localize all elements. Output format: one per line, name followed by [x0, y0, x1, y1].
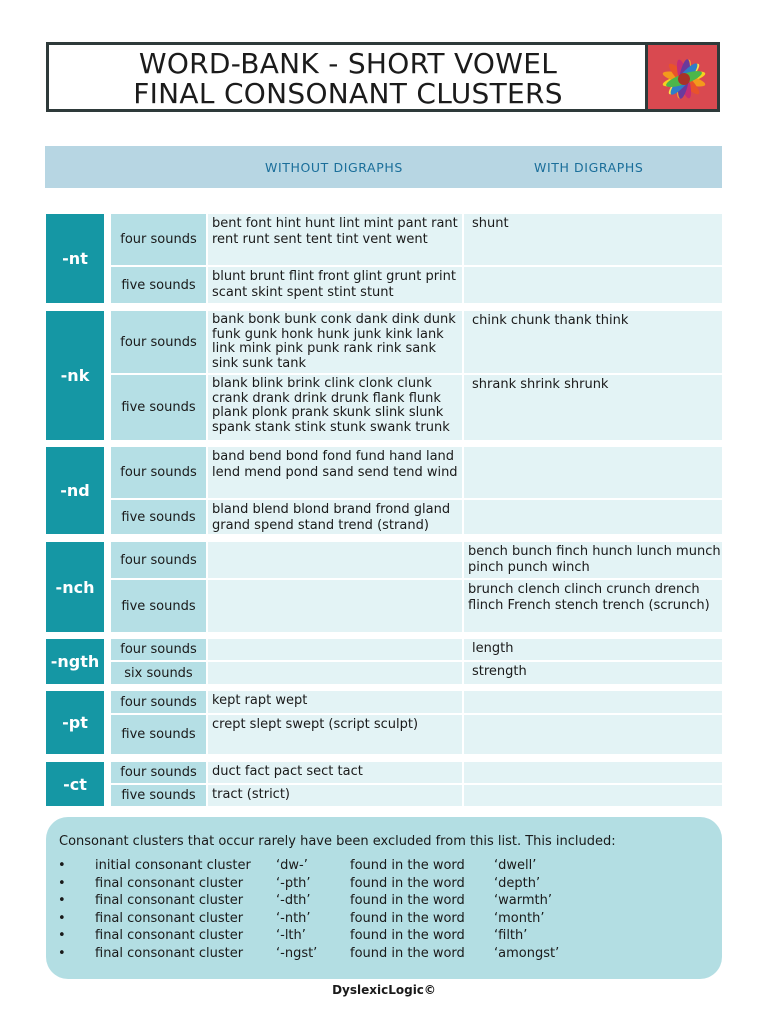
- cluster-group-nk: [46, 311, 722, 440]
- list-item: [46, 911, 722, 928]
- words-without-digraphs: kept rapt wept: [208, 691, 462, 713]
- sound-count: five sounds: [111, 715, 206, 754]
- note-intro: Consonant clusters that occur rarely have been excluded from this list. This included:: [59, 834, 616, 849]
- found-phrase: found in the word: [350, 928, 465, 943]
- words-with-digraphs: strength: [464, 662, 722, 684]
- table-row: [111, 691, 722, 713]
- table-row: [111, 500, 722, 534]
- title-box: [46, 42, 720, 112]
- words-with-digraphs: [464, 447, 722, 498]
- words-with-digraphs: [464, 500, 722, 534]
- words-with-digraphs: [464, 715, 722, 754]
- title-line-1: WORD-BANK - SHORT VOWEL: [138, 47, 558, 80]
- column-header: [45, 146, 722, 188]
- table-row: [111, 639, 722, 660]
- title-line-2: FINAL CONSONANT CLUSTERS: [133, 77, 563, 110]
- sound-count: five sounds: [111, 267, 206, 303]
- cluster-name: ‘-nth’: [276, 910, 311, 926]
- table-row: [111, 311, 722, 373]
- words-with-digraphs: [464, 762, 722, 783]
- list-item: [46, 858, 722, 875]
- found-phrase: found in the word: [350, 945, 465, 961]
- cluster-type: final consonant cluster: [95, 928, 244, 943]
- sound-count: four sounds: [111, 214, 206, 265]
- found-phrase: found in the word: [350, 910, 465, 926]
- sound-count: five sounds: [111, 785, 206, 806]
- table-row: [111, 375, 722, 440]
- words-with-digraphs: brunch clench clinch crunch drench flinch French stench trench (scrunch): [464, 580, 722, 632]
- words-with-digraphs: length: [464, 639, 722, 660]
- words-without-digraphs: blunt brunt flint front glint grunt print scant skint spent stint stunt: [208, 267, 462, 303]
- table-row: [111, 580, 722, 632]
- cluster-group-nd: [46, 447, 722, 534]
- sound-count: five sounds: [111, 580, 206, 632]
- sound-count: five sounds: [111, 375, 206, 440]
- cluster-group-nt: [46, 214, 722, 303]
- table-row: [111, 662, 722, 684]
- cluster-type: initial consonant cluster: [95, 858, 251, 873]
- header-with-digraphs: WITH DIGRAPHS: [534, 160, 644, 175]
- cluster-type: final consonant cluster: [95, 893, 244, 908]
- words-without-digraphs: [208, 580, 462, 632]
- words-with-digraphs: [464, 267, 722, 303]
- sound-count: four sounds: [111, 762, 206, 783]
- words-with-digraphs: bench bunch finch hunch lunch munch pinch punch winch: [464, 542, 722, 578]
- cluster-name: ‘-ngst’: [276, 945, 318, 961]
- sound-count: four sounds: [111, 447, 206, 498]
- found-phrase: found in the word: [350, 875, 465, 891]
- words-without-digraphs: blank blink brink clink clonk clunk crank drank drink drunk flank flunk plank plonk prank skunk slink slunk spank stank stink stunk swank trunk: [208, 375, 462, 440]
- bullet: •: [58, 875, 66, 891]
- excluded-clusters-note: [46, 817, 722, 979]
- cluster-label: -nk: [46, 311, 104, 440]
- example-word: ‘warmth’: [494, 893, 552, 908]
- sound-count: six sounds: [111, 662, 206, 684]
- words-without-digraphs: bank bonk bunk conk dank dink dunk funk gunk honk hunk junk kink lank link mink pink punk rank rink sank sink sunk tank: [208, 311, 462, 373]
- bullet: •: [58, 893, 66, 908]
- table-row: [111, 447, 722, 498]
- cluster-type: final consonant cluster: [95, 945, 244, 961]
- flower-logo: [645, 45, 717, 109]
- found-phrase: found in the word: [350, 893, 465, 908]
- table-row: [111, 785, 722, 806]
- found-phrase: found in the word: [350, 858, 465, 873]
- cluster-group-nch: [46, 542, 722, 632]
- words-without-digraphs: tract (strict): [208, 785, 462, 806]
- words-with-digraphs: shunt: [464, 214, 722, 265]
- sound-count: five sounds: [111, 500, 206, 534]
- words-without-digraphs: crept slept swept (script sculpt): [208, 715, 462, 754]
- example-word: ‘filth’: [494, 928, 528, 943]
- bullet: •: [58, 858, 66, 873]
- list-item: [46, 893, 722, 910]
- example-word: ‘month’: [494, 910, 545, 926]
- list-item: [46, 946, 722, 963]
- page-title: [49, 49, 647, 109]
- example-word: ‘dwell’: [494, 858, 537, 873]
- cluster-group-ct: [46, 762, 722, 806]
- cluster-label: -pt: [46, 691, 104, 754]
- flower-icon: [648, 45, 717, 109]
- cluster-label: -nt: [46, 214, 104, 303]
- cluster-group-pt: [46, 691, 722, 754]
- table-row: [111, 762, 722, 783]
- words-with-digraphs: chink chunk thank think: [464, 311, 722, 373]
- words-with-digraphs: shrank shrink shrunk: [464, 375, 722, 440]
- cluster-name: ‘-lth’: [276, 928, 306, 943]
- bullet: •: [58, 945, 66, 961]
- cluster-label: -ct: [46, 762, 104, 806]
- example-word: ‘depth’: [494, 875, 541, 891]
- table-row: [111, 214, 722, 265]
- sound-count: four sounds: [111, 311, 206, 373]
- words-with-digraphs: [464, 785, 722, 806]
- cluster-label: -nch: [46, 542, 104, 632]
- cluster-name: ‘-dth’: [276, 893, 311, 908]
- sound-count: four sounds: [111, 691, 206, 713]
- words-without-digraphs: bland blend blond brand frond gland grand spend stand trend (strand): [208, 500, 462, 534]
- words-without-digraphs: [208, 639, 462, 660]
- words-without-digraphs: duct fact pact sect tact: [208, 762, 462, 783]
- footer-credit: DyslexicLogic©: [332, 983, 436, 997]
- list-item: [46, 928, 722, 945]
- table-row: [111, 715, 722, 754]
- table-row: [111, 267, 722, 303]
- sound-count: four sounds: [111, 542, 206, 578]
- table-row: [111, 542, 722, 578]
- cluster-group-ngth: [46, 639, 722, 684]
- words-with-digraphs: [464, 691, 722, 713]
- cluster-label: -nd: [46, 447, 104, 534]
- words-without-digraphs: bent font hint hunt lint mint pant rant rent runt sent tent tint vent went: [208, 214, 462, 265]
- cluster-name: ‘dw-’: [276, 858, 308, 873]
- cluster-label: -ngth: [46, 639, 104, 684]
- words-without-digraphs: [208, 542, 462, 578]
- sound-count: four sounds: [111, 639, 206, 660]
- bullet: •: [58, 910, 66, 926]
- cluster-name: ‘-pth’: [276, 875, 311, 891]
- example-word: ‘amongst’: [494, 945, 560, 961]
- bullet: •: [58, 928, 66, 943]
- header-without-digraphs: WITHOUT DIGRAPHS: [265, 160, 403, 175]
- words-without-digraphs: band bend bond fond fund hand land lend mend pond sand send tend wind: [208, 447, 462, 498]
- list-item: [46, 876, 722, 893]
- words-without-digraphs: [208, 662, 462, 684]
- cluster-type: final consonant cluster: [95, 875, 244, 891]
- cluster-type: final consonant cluster: [95, 910, 244, 926]
